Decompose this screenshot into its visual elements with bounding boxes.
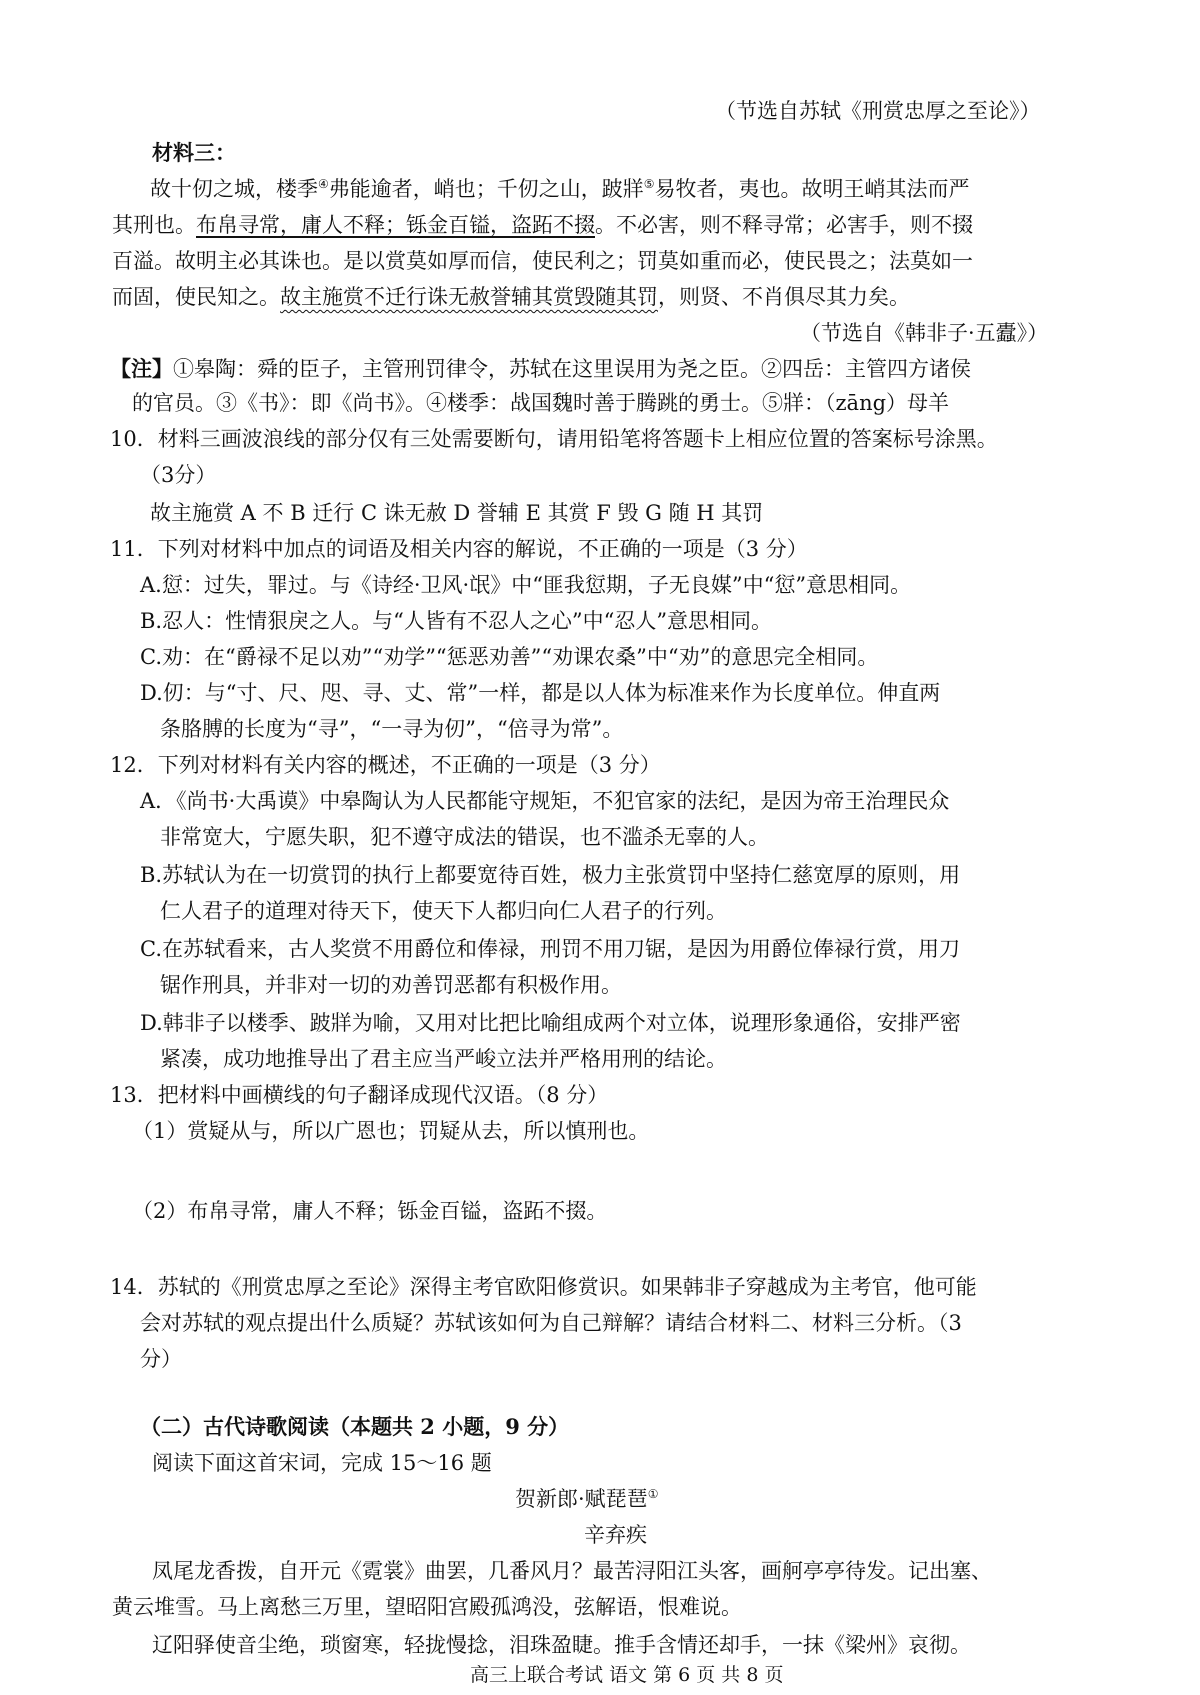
q12-option-c-2: 锯作刑具，并非对一切的劝善罚恶都有积极作用。 (160, 973, 622, 997)
q11-option-a: A.愆：过失，罪过。与《诗经·卫风·氓》中“匪我愆期，子无良媒”中“愆”意思相同。 (140, 573, 912, 597)
q12-option-c-1: C.在苏轼看来，古人奖赏不用爵位和俸禄，刑罚不用刀锯，是因为用爵位俸禄行赏，用刀 (140, 937, 960, 961)
source-note-m2: （节选自苏轼《刑赏忠厚之至论》） (715, 99, 1041, 123)
poem-author: 辛弃疾 (584, 1523, 647, 1547)
q11-option-b: B.忍人：性情狠戾之人。与“人皆有不忍人之心”中“忍人”意思相同。 (140, 609, 773, 633)
notes-line-1: 【注】①皋陶：舜的臣子，主管刑罚律令，苏轼在这里误用为尧之臣。②四岳：主管四方诸侯 (110, 356, 971, 381)
q11-option-c: C.劝：在“爵禄不足以劝”“劝学”“惩恶劝善”“劝课农桑”中“劝”的意思完全相同。 (140, 645, 879, 669)
section2-instruction: 阅读下面这首宋词，完成 15～16 题 (152, 1451, 492, 1475)
q10-line-1: 10．材料三画波浪线的部分仅有三处需要断句，请用铅笔将答题卡上相应位置的答案标号涂黑。 (110, 427, 998, 451)
q11-stem: 11．下列对材料中加点的词语及相关内容的解说，不正确的一项是（3 分） (110, 537, 808, 561)
poem-line-3: 辽阳驿使音尘绝，琐窗寒，轻拢慢捻，泪珠盈睫。推手含情还却手，一抹《梁州》哀彻。 (152, 1633, 971, 1657)
q12-option-b-1: B.苏轼认为在一切赏罚的执行上都要宽待百姓，极力主张赏罚中坚持仁慈宽厚的原则，用 (140, 863, 961, 887)
poem-line-1: 凤尾龙香拨，自开元《霓裳》曲罢，几番风月？最苦浔阳江头客，画舸亭亭待发。记出塞、 (152, 1559, 992, 1583)
q13-item-1: （1）赏疑从与，所以广恩也；罚疑从去，所以慎刑也。 (132, 1119, 650, 1143)
q12-stem: 12．下列对材料有关内容的概述，不正确的一项是（3 分） (110, 753, 661, 777)
wavy-line-sentence: 故主施赏不迁行诛无赦誉辅其赏毁随其罚 (280, 285, 658, 309)
q12-option-a-2: 非常宽大，宁愿失职，犯不遵守成法的错误，也不滥杀无辜的人。 (160, 825, 769, 849)
poem-title: 贺新郎·赋琵琶① (515, 1487, 659, 1511)
q13-item-2: （2）布帛寻常，庸人不释；铄金百镒，盗跖不掇。 (132, 1199, 608, 1223)
notes-line-2: 的官员。③《书》：即《尚书》。④楼季：战国魏时善于腾跳的勇士。⑤牂：（zāng）母羊 (132, 391, 950, 415)
q14-line-3: 分） (140, 1347, 182, 1371)
underlined-sentence: 布帛寻常，庸人不释；铄金百镒，盗跖不掇 (196, 213, 595, 237)
q11-option-d-1: D.仞：与“寸、尺、咫、寻、丈、常”一样，都是以人体为标准来作为长度单位。伸直两 (140, 681, 941, 705)
q11-option-d-2: 条胳膊的长度为“寻”，“一寻为仞”，“倍寻为常”。 (160, 717, 624, 741)
q14-line-2: 会对苏轼的观点提出什么质疑？苏轼该如何为自己辩解？请结合材料二、材料三分析。（3 (140, 1311, 962, 1335)
section2-heading: （二）古代诗歌阅读（本题共 2 小题，9 分） (140, 1414, 570, 1439)
material3-line-1: 故十仞之城，楼季④弗能逾者，峭也；千仞之山，跛牂⑤易牧者，夷也。故明王峭其法而严 (150, 177, 970, 201)
material3-line-2: 其刑也。布帛寻常，庸人不释；铄金百镒，盗跖不掇。不必害，则不释寻常；必害手，则不掇 (112, 213, 973, 237)
material3-line-3: 百溢。故明主必其诛也。是以赏莫如厚而信，使民利之；罚莫如重而必，使民畏之；法莫如一 (112, 249, 973, 273)
poem-line-2: 黄云堆雪。马上离愁三万里，望昭阳宫殿孤鸿没，弦解语，恨难说。 (112, 1595, 742, 1619)
q12-option-d-2: 紧凑，成功地推导出了君主应当严峻立法并严格用刑的结论。 (160, 1047, 727, 1071)
material3-heading: 材料三： (152, 140, 236, 165)
q13-stem: 13．把材料中画横线的句子翻译成现代汉语。（8 分） (110, 1083, 609, 1107)
q12-option-d-1: D.韩非子以楼季、跛牂为喻，又用对比把比喻组成两个对立体，说理形象通俗，安排严密 (140, 1011, 961, 1035)
source-note-m3: （节选自《韩非子·五蠹》） (800, 321, 1049, 345)
q12-option-b-2: 仁人君子的道理对待天下，使天下人都归向仁人君子的行列。 (160, 899, 727, 923)
material3-line-4: 而固，使民知之。故主施赏不迁行诛无赦誉辅其赏毁随其罚，则贤、不肖俱尽其力矣。 (112, 285, 910, 309)
page-footer: 高三上联合考试 语文 第 6 页 共 8 页 (470, 1664, 784, 1686)
q10-options: 故主施赏 A 不 B 迁行 C 诛无赦 D 誉辅 E 其赏 F 毁 G 随 H 其罚 (150, 501, 764, 525)
q14-line-1: 14．苏轼的《刑赏忠厚之至论》深得主考官欧阳修赏识。如果韩非子穿越成为主考官，他可能 (110, 1275, 977, 1299)
q10-line-2: （3分） (140, 463, 217, 487)
q12-option-a-1: A．《尚书·大禹谟》中皋陶认为人民都能守规矩，不犯官家的法纪，是因为帝王治理民众 (140, 789, 950, 813)
